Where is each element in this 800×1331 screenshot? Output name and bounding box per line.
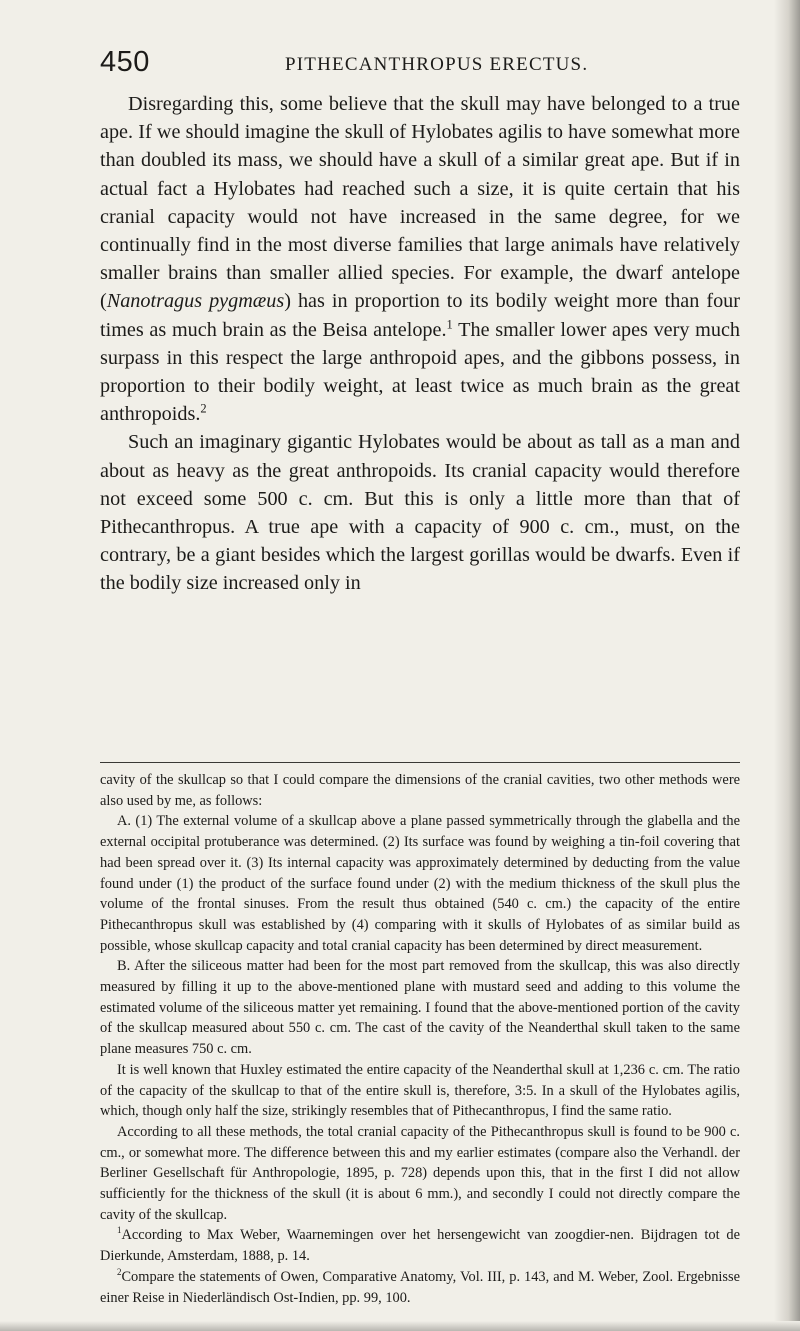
italic-species-name: Nanotragus pygmæus <box>106 290 285 313</box>
reference-text: According to Max Weber, Waarnemingen over het hersengewicht van zoogdier-nen. Bijdragen tot de Dierkunde, Amsterdam, 1888, p. 14. <box>100 1227 740 1265</box>
body-text-run: The smaller lower apes very much surpass in this respect the large anthropoid apes, and the gibbons possess, in proportion to their bodily weight, at least twice as much brain as the great anthropoids. <box>100 318 741 426</box>
body-text-run: Disregarding this, some believe that the skull may have belonged to a true ape. If we should imagine the skull of Hylobates agilis to have somewhat more than doubled its mass, we should have a skull of a similar great ape. But if in actual fact a Hylobates had reached such a size, it is quite certain that his cranial capacity would not have increased in the same degree, for we continually find in the most diverse families that large animals have relatively smaller brains than smaller allied species. For example, the dwarf antelope ( <box>100 93 740 313</box>
footnote-paragraph: It is well known that Huxley estimated the entire capacity of the Neanderthal skull at 1,236 c. cm. The ratio of the capacity of the skullcap to that of the entire skull is, therefore, 3:5. In a skull of the Hylobates agilis, which, though only half the size, strikingly resembles that of Pithecanthropus, I find the same ratio. <box>100 1061 740 1120</box>
page-edge-shadow <box>774 0 800 1331</box>
page-header <box>100 46 740 86</box>
footnote-paragraph: B. After the siliceous matter had been for the most part removed from the skullcap, this was also directly measured by filling it up to the above-mentioned plane with mustard seed and adding to this volume the estimated volume of the siliceous matter yet remaining. I found that the above-mentioned portion of the cavity of the skullcap measured about 550 c. cm. The cast of the cavity of the Neanderthal skull taken to the same plane measures 750 c. cm. <box>100 958 740 1058</box>
footnote-divider <box>100 762 740 763</box>
footnote-paragraph: A. (1) The external volume of a skullcap above a plane passed symmetrically through the glabella and the external occipital protuberance was determined. (2) Its surface was found by weighing a tin-foil covering that had been spread over it. (3) Its internal capacity was approximately determined by deducting from the value found under (1) the product of the surface found under (2) with the medium thickness of the skull plus the volume of the frontal sinuses. From the result thus obtained (540 c. cm.) the capacity of the entire Pithecanthropus skull was established by (4) comparing with it skulls of Hylobates of as similar build as possible, whose skullcap capacity and total cranial capacity has been determined by direct measurement. <box>100 813 740 954</box>
reference-mark: 1 <box>117 1225 122 1236</box>
reference-text: Compare the statements of Owen, Comparative Anatomy, Vol. III, p. 143, and M. Weber, Zool. Ergebnisse einer Reise in Niederländisch Ost-Indien, pp. 99, 100. <box>100 1268 740 1306</box>
body-text <box>100 90 740 598</box>
page-bottom-shadow <box>0 1321 800 1331</box>
footnote-paragraph: According to all these methods, the total cranial capacity of the Pithecanthropus skull is found to be 900 c. cm., or somewhat more. The difference between this and my earlier estimates (compare also the Verhandl. der Berliner Gesellschaft für Anthropologie, 1895, p. 728) depends upon this, that in the first I did not allow sufficiently for the thickness of the skull (it is about 6 mm.), and secondly I could not directly compare the cavity of the skullcap. <box>100 1123 740 1223</box>
body-paragraph: Such an imaginary gigantic Hylobates would be about as tall as a man and about as heavy as the great anthropoids. Its cranial capacity would therefore not exceed some 500 c. cm. But this is only a little more than that of Pithecanthropus. A true ape with a capacity of 900 c. cm., must, on the contrary, be a giant besides which the largest gorillas would be dwarfs. Even if the bodily size increased only in <box>100 431 740 595</box>
footnote-reference: 1 <box>446 316 453 331</box>
reference-mark: 2 <box>117 1267 122 1278</box>
page-number: 450 <box>100 46 150 78</box>
footnotes <box>100 770 740 1308</box>
body-paragraph <box>100 90 740 428</box>
reference-note <box>100 1267 740 1308</box>
reference-note <box>100 1225 740 1266</box>
body-text-run: ) has in proportion to its bodily weight more than four times as much brain as the Beisa antelope. <box>100 290 740 341</box>
footnote-reference: 2 <box>200 401 207 416</box>
running-head: PITHECANTHROPUS ERECTUS. <box>285 54 589 75</box>
footnote-continuation: cavity of the skullcap so that I could compare the dimensions of the cranial cavities, two other methods were also used by me, as follows: <box>100 772 740 809</box>
